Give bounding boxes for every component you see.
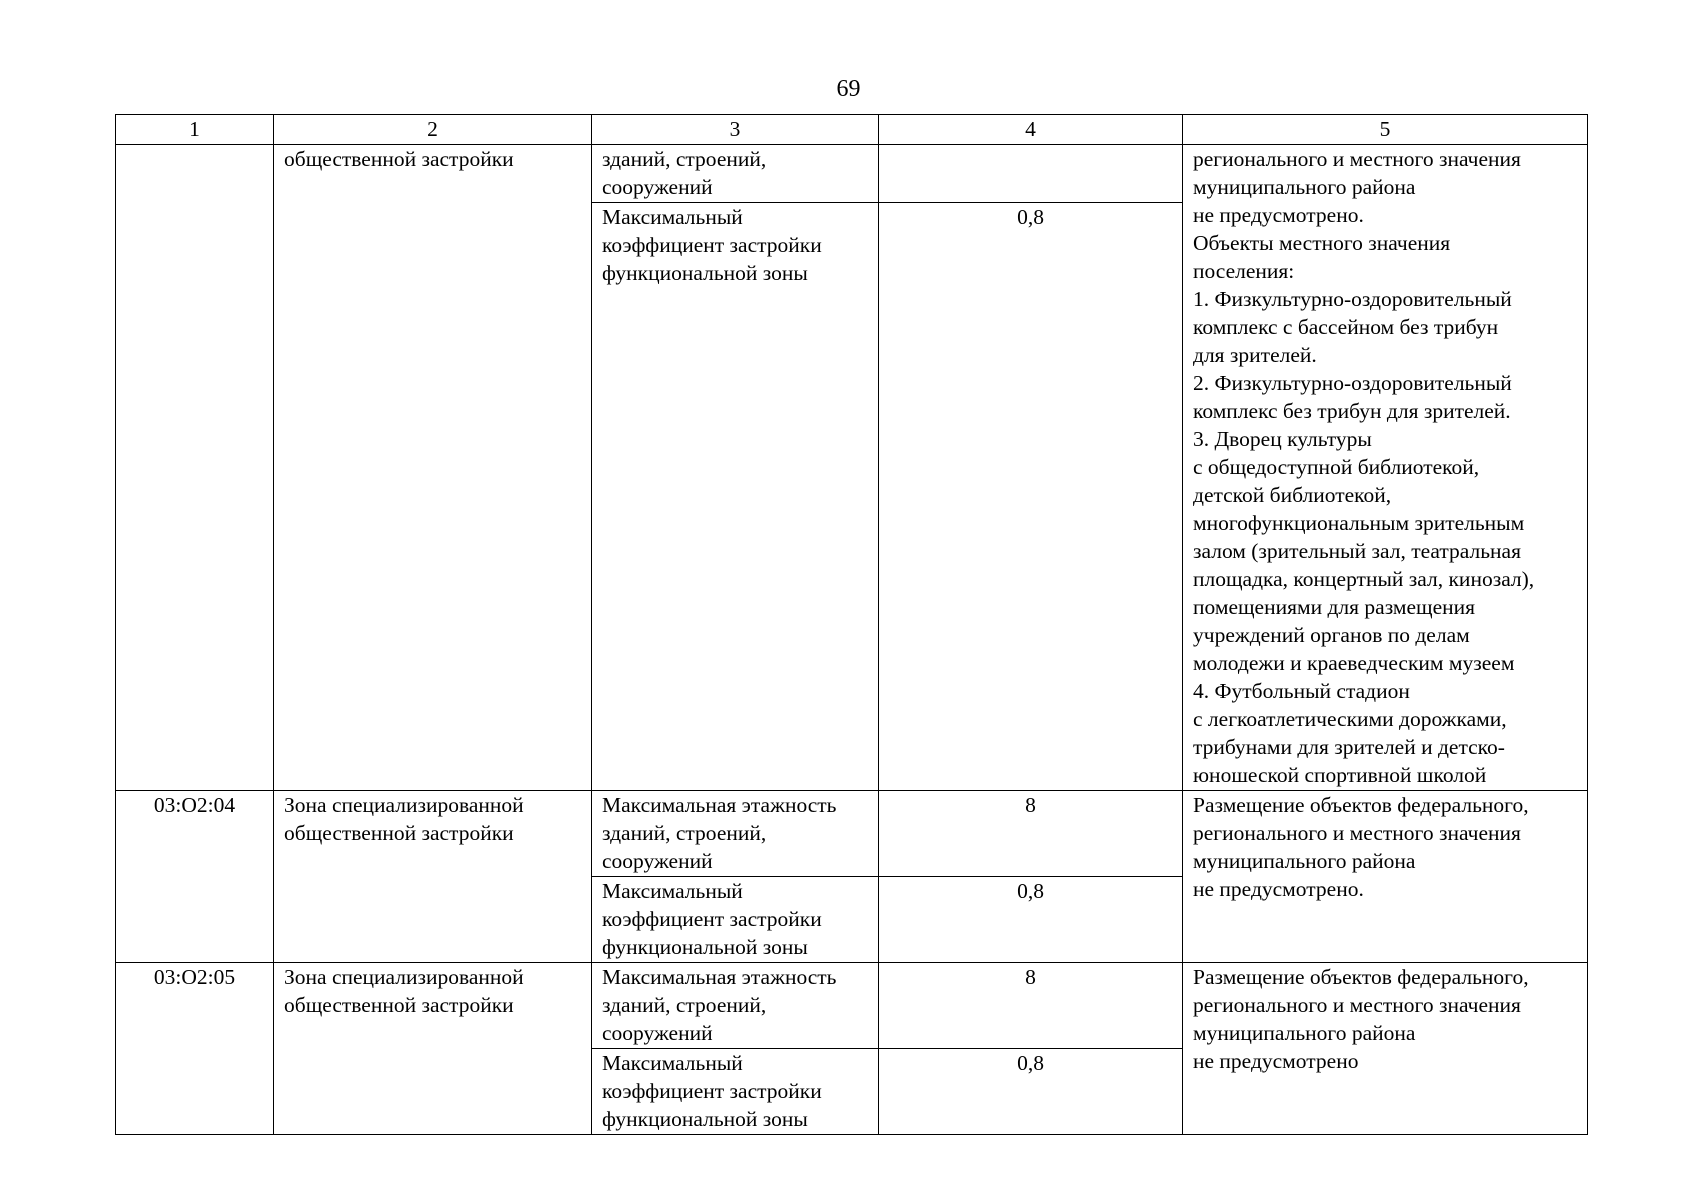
zone-code-cell bbox=[116, 145, 274, 791]
description-line: регионального и местного значения bbox=[1193, 993, 1521, 1017]
description-cell bbox=[1183, 145, 1588, 791]
description-line: не предусмотрено. bbox=[1193, 203, 1364, 227]
zones-table bbox=[115, 114, 1588, 1135]
zone-name-line: общественной застройки bbox=[284, 147, 514, 171]
param-name-line: функциональной зоны bbox=[602, 1107, 808, 1131]
param-value-cell: 8 bbox=[879, 791, 1183, 877]
header-cell: 3 bbox=[592, 115, 879, 145]
param-name-line: зданий, строений, bbox=[602, 147, 767, 171]
description-line: залом (зрительный зал, театральная bbox=[1193, 539, 1521, 563]
description-line: муниципального района bbox=[1193, 1021, 1416, 1045]
description-line: многофункциональным зрительным bbox=[1193, 511, 1525, 535]
description-line: муниципального района bbox=[1193, 849, 1416, 873]
description-line: помещениями для размещения bbox=[1193, 595, 1476, 619]
param-name-line: Максимальный bbox=[602, 1051, 743, 1075]
description-line: площадка, концертный зал, кинозал), bbox=[1193, 567, 1535, 591]
description-line: детской библиотекой, bbox=[1193, 483, 1392, 507]
description-line: для зрителей. bbox=[1193, 343, 1317, 367]
param-name-line: функциональной зоны bbox=[602, 935, 808, 959]
description-line: трибунами для зрителей и детско- bbox=[1193, 735, 1505, 759]
zone-code-cell: 03:О2:04 bbox=[116, 791, 274, 963]
param-name-line: сооружений bbox=[602, 175, 713, 199]
param-name-line: коэффициент застройки bbox=[602, 1079, 822, 1103]
description-line: комплекс с бассейном без трибун bbox=[1193, 315, 1499, 339]
zone-name-cell bbox=[274, 145, 592, 791]
description-line: 1. Физкультурно-оздоровительный bbox=[1193, 287, 1512, 311]
param-name-cell bbox=[592, 791, 879, 877]
param-name-line: сооружений bbox=[602, 1021, 713, 1045]
description-line: Размещение объектов федерального, bbox=[1193, 965, 1529, 989]
description-line: 4. Футбольный стадион bbox=[1193, 679, 1410, 703]
description-line: поселения: bbox=[1193, 259, 1295, 283]
param-name-line: коэффициент застройки bbox=[602, 233, 822, 257]
param-name-cell bbox=[592, 1049, 879, 1135]
param-name-line: функциональной зоны bbox=[602, 261, 808, 285]
param-name-line: Максимальный bbox=[602, 205, 743, 229]
description-line: не предусмотрено. bbox=[1193, 877, 1364, 901]
description-line: муниципального района bbox=[1193, 175, 1416, 199]
param-value-cell: 0,8 bbox=[879, 203, 1183, 791]
description-cell bbox=[1183, 791, 1588, 963]
description-cell bbox=[1183, 963, 1588, 1135]
param-name-cell bbox=[592, 203, 879, 791]
page-number: 69 bbox=[836, 76, 861, 102]
param-name-line: Максимальный bbox=[602, 879, 743, 903]
zone-name-line: Зона специализированной bbox=[284, 793, 524, 817]
description-line: комплекс без трибун для зрителей. bbox=[1193, 399, 1511, 423]
description-line: юношеской спортивной школой bbox=[1193, 763, 1487, 787]
zone-name-line: общественной застройки bbox=[284, 993, 514, 1017]
table-header-row bbox=[116, 115, 1588, 145]
zone-name-cell bbox=[274, 791, 592, 963]
description-line: с общедоступной библиотекой, bbox=[1193, 455, 1480, 479]
description-line: регионального и местного значения bbox=[1193, 147, 1521, 171]
header-cell: 1 bbox=[116, 115, 274, 145]
param-name-cell bbox=[592, 145, 879, 203]
param-name-line: Максимальная этажность bbox=[602, 965, 837, 989]
table-row bbox=[116, 963, 1588, 1049]
table-row bbox=[116, 791, 1588, 877]
param-name-line: зданий, строений, bbox=[602, 821, 767, 845]
description-line: Объекты местного значения bbox=[1193, 231, 1451, 255]
header-cell: 5 bbox=[1183, 115, 1588, 145]
param-name-line: зданий, строений, bbox=[602, 993, 767, 1017]
description-line: 3. Дворец культуры bbox=[1193, 427, 1372, 451]
param-name-cell bbox=[592, 963, 879, 1049]
param-value-cell bbox=[879, 145, 1183, 203]
header-cell: 4 bbox=[879, 115, 1183, 145]
param-name-cell bbox=[592, 877, 879, 963]
param-value-cell: 8 bbox=[879, 963, 1183, 1049]
zone-name-line: общественной застройки bbox=[284, 821, 514, 845]
param-value-cell: 0,8 bbox=[879, 877, 1183, 963]
description-line: молодежи и краеведческим музеем bbox=[1193, 651, 1515, 675]
param-name-line: коэффициент застройки bbox=[602, 907, 822, 931]
description-line: не предусмотрено bbox=[1193, 1049, 1359, 1073]
zone-name-line: Зона специализированной bbox=[284, 965, 524, 989]
description-line: Размещение объектов федерального, bbox=[1193, 793, 1529, 817]
description-line: 2. Физкультурно-оздоровительный bbox=[1193, 371, 1512, 395]
zone-code-cell: 03:О2:05 bbox=[116, 963, 274, 1135]
zone-name-cell bbox=[274, 963, 592, 1135]
description-line: регионального и местного значения bbox=[1193, 821, 1521, 845]
description-line: учреждений органов по делам bbox=[1193, 623, 1470, 647]
param-value-cell: 0,8 bbox=[879, 1049, 1183, 1135]
header-cell: 2 bbox=[274, 115, 592, 145]
param-name-line: сооружений bbox=[602, 849, 713, 873]
param-name-line: Максимальная этажность bbox=[602, 793, 837, 817]
description-line: с легкоатлетическими дорожками, bbox=[1193, 707, 1507, 731]
table-row bbox=[116, 145, 1588, 203]
